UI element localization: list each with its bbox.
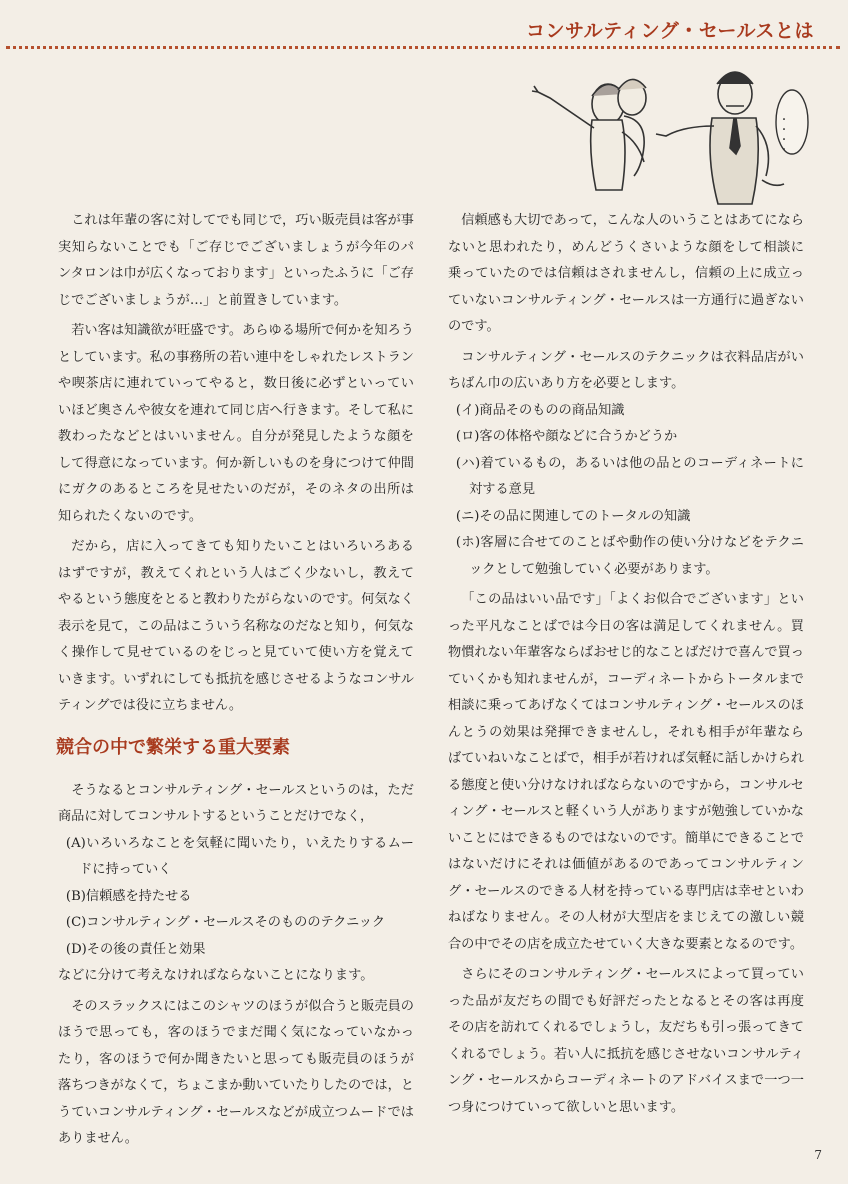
header-title: コンサルティング・セールスとは (526, 20, 814, 42)
header-dotted-rule (6, 46, 840, 49)
page-number: 7 (814, 1148, 822, 1162)
right-column (448, 208, 804, 1121)
left-paragraph-2: 若い客は知識欲が旺盛です。あらゆる場所で何かを知ろうとしています。私の事務所の若い連中をしゃれたレストランや喫茶店に連れていってやると，数日後に必ずといっていいほど奥さんや彼女を連れて同じ店へ行きます。そして私に教わったなどとはいいません。自分が発見したような顔をして得意になっています。何か新しいものを身につけて仲間にガクのあるところを見せたいのだが，そのネタの出所は知られたくないのです。 (58, 323, 414, 524)
right-list-item-ro: (ロ)客の体格や顔などに合うかどうか (455, 429, 678, 444)
left-list-item-d: (D)その後の責任と効果 (65, 941, 206, 957)
right-paragraph-3: 「この品はいい品です」「よくお似合でございます」といった平凡なことばでは今日の客は満足してくれません。買物慣れない年輩客ならばおせじ的なことばだけで喜んで買っていくかも知れませんが，コーディネートからトータルまで相談に乗ってあげなくてはコンサルティング・セールスのほんとうの効果は発揮できませんし，それも相手が年輩ならばていねいなことばで，相手が若ければ気軽に話しかけられる態度と使い分けなければならないのですから，コンサルセィング・セールスと軽くいう人がありますが勉強していかないことにはできるものではないのです。簡単にできることではないだけにそれは価値があるのであってコンサルティング・セールスのできる人材を持っている専門店は幸せといわねばなりません。その人材が大型店をまじえての激しい競合の中でその店を成立たせていく大きな要素となるのです。 (448, 592, 804, 952)
left-closing-paragraph: そのスラックスにはこのシャツのほうが似合うと販売員のほうで思っても，客のほうでまだ聞く気になっていなかったり，客のほうで何か聞きたいと思っても販売員のほうが落ちつきがなくて，ちょこまか動いていたりしたのでは，とうていコンサルティング・セールスなどが成立つムードではありません。 (58, 998, 414, 1146)
left-column (58, 208, 414, 1153)
left-paragraph-3: だから，店に入ってきても知りたいことはいろいろあるはずですが，教えてくれという人はごく少ないし，教えてやるという態度をとると教わりたがらないのです。何気なく表示を見て，この品はこういう名称なのだなと知り，何気なく操作して見せているのをじっと見ていて使い方を覚えていきます。いずれにしても抵抗を感じさせるようなコンサルティングでは役に立ちません。 (58, 539, 414, 713)
right-paragraph-2: コンサルティング・セールスのテクニックは衣料品店がいちばん巾の広いあり方を必要とします。 (448, 349, 804, 391)
speech-bubble-text: ・・・・ (776, 114, 788, 154)
left-intro-paragraph: そうなるとコンサルティング・セールスというのは，ただ商品に対してコンサルトするということだけでなく， (58, 782, 414, 824)
right-paragraph-1: 信頼感も大切であって，こんな人のいうことはあてにならないと思われたり，めんどうくさいような顔をして相談に乗っていたのでは信頼はされませんし，信頼の上に成立っていないコンサルティング・セールスは一方通行に過ぎないのです。 (448, 213, 804, 334)
salesman-figure-icon (656, 72, 784, 204)
right-paragraph-4: さらにそのコンサルティング・セールスによって買っていった品が友だちの間でも好評だったとなるとその客は再度その店を訪れてくれるでしょうし，友だちも引っ張ってきてくれるでしょう。若い人に抵抗を感じさせないコンサルティング・セールスからコーディネートのアドバイスまで一つ一つ身につけていって欲しいと思います。 (448, 967, 804, 1115)
left-after-list: などに分けて考えなければならないことになります。 (58, 968, 374, 983)
right-list-item-ha: (ハ)着ているもの，あるいは他の品とのコーディネートに対する意見 (455, 455, 804, 497)
section-heading: 競合の中で繁栄する重大要素 (56, 736, 290, 758)
left-list-item-c: (C)コンサルティング・セールスそのもののテクニック (65, 915, 386, 930)
left-paragraph-1: これは年輩の客に対してでも同じで，巧い販売員は客が事実知らないことでも「ご存じでございましょうが今年のパンタロンは巾が広くなっております」といったふうに「ご存じでございましょうが…」と前置きしています。 (58, 213, 414, 308)
right-list-item-ni: (ニ)その品に関連してのトータルの知識 (455, 508, 691, 524)
right-list-item-i: (イ)商品そのものの商品知識 (455, 402, 625, 418)
salesmen-illustration (530, 62, 820, 212)
right-list-item-ho: (ホ)客層に合せてのことばや動作の使い分けなどをテクニックとして勉強していく必要があります。 (455, 535, 804, 577)
left-list-item-b: (B)信頼感を持たせる (65, 888, 192, 904)
left-list-item-a: (A)いろいろなことを気軽に聞いたり，いえたりするムードに持っていく (65, 835, 414, 877)
